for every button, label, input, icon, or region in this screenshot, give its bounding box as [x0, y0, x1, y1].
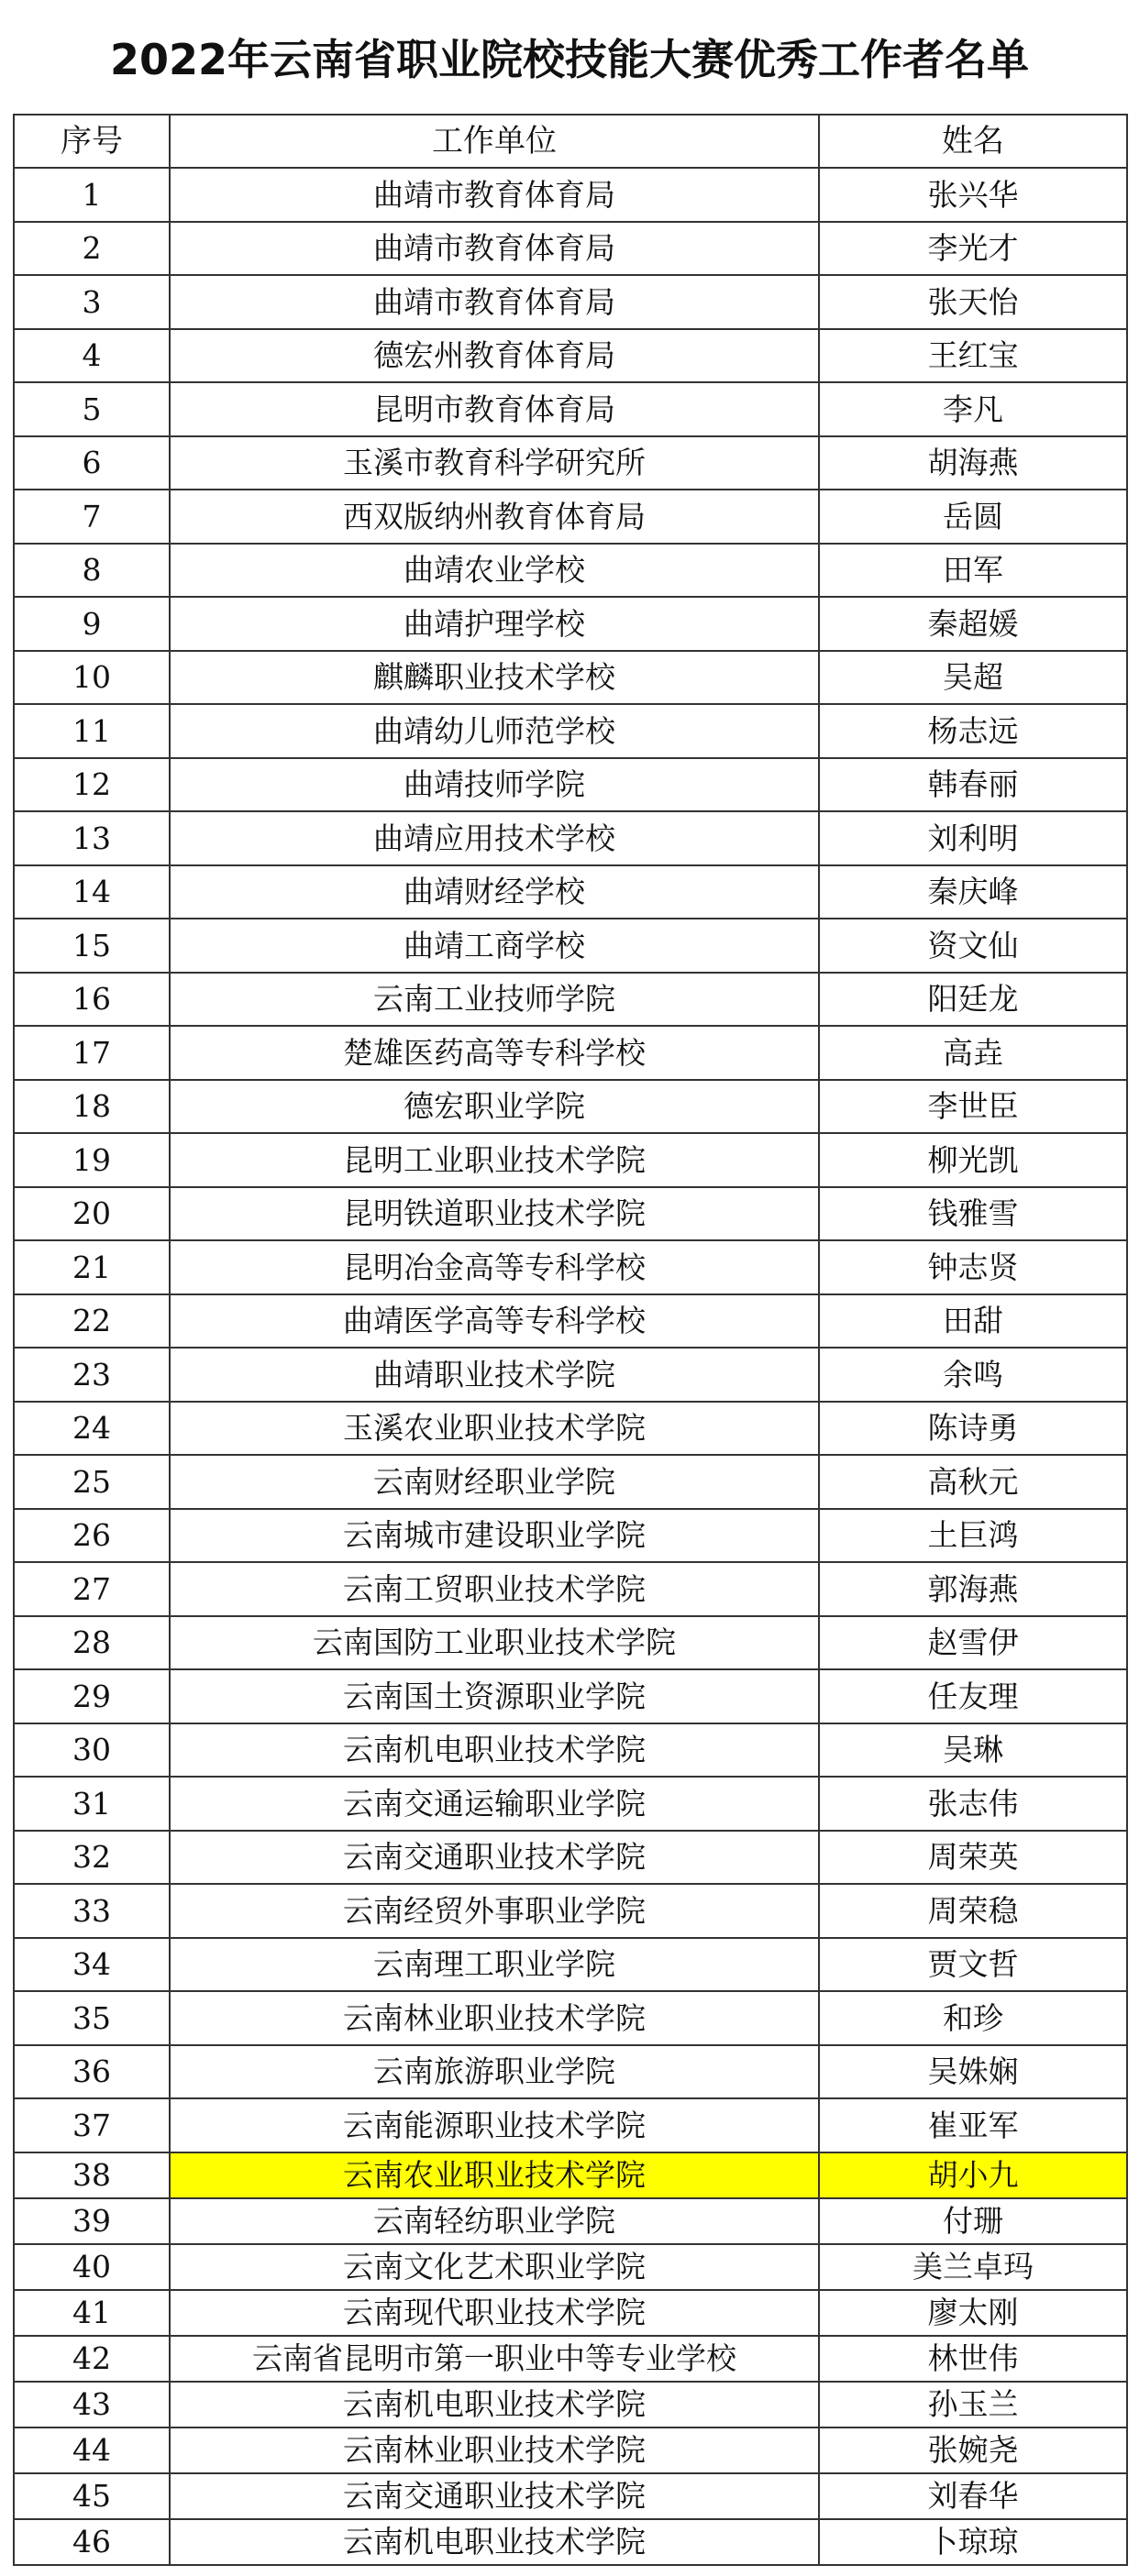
person-name-cell: 崔亚军 — [819, 2098, 1127, 2152]
work-unit-cell: 云南林业职业技术学院 — [170, 1991, 819, 2045]
work-unit-cell: 云南交通职业技术学院 — [170, 1831, 819, 1885]
work-unit-cell: 曲靖农业学校 — [170, 544, 819, 598]
work-unit-cell: 曲靖市教育体育局 — [170, 222, 819, 276]
person-name-cell: 林世伟 — [819, 2336, 1127, 2382]
table-row — [14, 758, 1127, 812]
person-name-cell: 秦超媛 — [819, 597, 1127, 651]
row-number-cell: 28 — [14, 1616, 170, 1670]
work-unit-cell: 曲靖市教育体育局 — [170, 275, 819, 329]
row-number-cell: 14 — [14, 865, 170, 919]
work-unit-cell: 云南农业职业技术学院 — [170, 2152, 819, 2198]
table-row — [14, 2198, 1127, 2244]
person-name-cell: 郭海燕 — [819, 1562, 1127, 1616]
table-row — [14, 275, 1127, 329]
table-row — [14, 2152, 1127, 2198]
document-title: 2022年云南省职业院校技能大赛优秀工作者名单 — [109, 35, 1030, 84]
table-row — [14, 222, 1127, 276]
row-number-cell: 21 — [14, 1240, 170, 1294]
person-name-cell: 和珍 — [819, 1991, 1127, 2045]
work-unit-cell: 西双版纳州教育体育局 — [170, 490, 819, 544]
row-number-cell: 18 — [14, 1080, 170, 1134]
person-name-cell: 韩春丽 — [819, 758, 1127, 812]
work-unit-cell: 昆明工业职业技术学院 — [170, 1133, 819, 1187]
person-name-cell: 付珊 — [819, 2198, 1127, 2244]
table-row — [14, 651, 1127, 705]
table-row — [14, 1616, 1127, 1670]
work-unit-cell: 麒麟职业技术学校 — [170, 651, 819, 705]
table-row — [14, 1080, 1127, 1134]
table-row — [14, 2290, 1127, 2336]
table-row — [14, 382, 1127, 436]
row-number-cell: 4 — [14, 329, 170, 383]
person-name-cell: 孙玉兰 — [819, 2382, 1127, 2427]
work-unit-cell: 曲靖护理学校 — [170, 597, 819, 651]
person-name-cell: 赵雪伊 — [819, 1616, 1127, 1670]
table-row — [14, 329, 1127, 383]
work-unit-cell: 昆明市教育体育局 — [170, 382, 819, 436]
work-unit-cell: 曲靖财经学校 — [170, 865, 819, 919]
person-name-cell: 张天怡 — [819, 275, 1127, 329]
row-number-cell: 30 — [14, 1723, 170, 1778]
table-row — [14, 1294, 1127, 1349]
person-name-cell: 资文仙 — [819, 919, 1127, 973]
work-unit-cell: 云南能源职业技术学院 — [170, 2098, 819, 2152]
row-number-cell: 20 — [14, 1187, 170, 1241]
person-name-cell: 刘春华 — [819, 2473, 1127, 2519]
person-name-cell: 李凡 — [819, 382, 1127, 436]
work-unit-cell: 玉溪农业职业技术学院 — [170, 1402, 819, 1456]
row-number-cell: 23 — [14, 1348, 170, 1402]
person-name-cell: 钱雅雪 — [819, 1187, 1127, 1241]
work-unit-cell: 云南经贸外事职业学院 — [170, 1884, 819, 1938]
person-name-cell: 吴琳 — [819, 1723, 1127, 1778]
person-name-cell: 余鸣 — [819, 1348, 1127, 1402]
person-name-cell: 周荣英 — [819, 1831, 1127, 1885]
work-unit-cell: 云南现代职业技术学院 — [170, 2290, 819, 2336]
row-number-cell: 31 — [14, 1777, 170, 1831]
person-name-cell: 李世臣 — [819, 1080, 1127, 1134]
row-number-cell: 46 — [14, 2519, 170, 2565]
work-unit-cell: 云南林业职业技术学院 — [170, 2427, 819, 2473]
table-row — [14, 2427, 1127, 2473]
table-row — [14, 1777, 1127, 1831]
person-name-cell: 张兴华 — [819, 168, 1127, 222]
work-unit-cell: 曲靖医学高等专科学校 — [170, 1294, 819, 1349]
work-unit-cell: 玉溪市教育科学研究所 — [170, 436, 819, 490]
work-unit-cell: 云南机电职业技术学院 — [170, 1723, 819, 1778]
header-no: 序号 — [14, 115, 170, 168]
table-row — [14, 1884, 1127, 1938]
work-unit-cell: 云南工贸职业技术学院 — [170, 1562, 819, 1616]
work-unit-cell: 云南交通运输职业学院 — [170, 1777, 819, 1831]
row-number-cell: 42 — [14, 2336, 170, 2382]
table-row — [14, 1723, 1127, 1778]
table-row — [14, 704, 1127, 758]
work-unit-cell: 曲靖技师学院 — [170, 758, 819, 812]
person-name-cell: 胡小九 — [819, 2152, 1127, 2198]
row-number-cell: 33 — [14, 1884, 170, 1938]
work-unit-cell: 曲靖应用技术学校 — [170, 811, 819, 865]
table-row — [14, 2382, 1127, 2427]
table-row — [14, 1133, 1127, 1187]
work-unit-cell: 德宏职业学院 — [170, 1080, 819, 1134]
row-number-cell: 12 — [14, 758, 170, 812]
person-name-cell: 卜琼琼 — [819, 2519, 1127, 2565]
person-name-cell: 廖太刚 — [819, 2290, 1127, 2336]
work-unit-cell: 云南城市建设职业学院 — [170, 1509, 819, 1563]
row-number-cell: 16 — [14, 973, 170, 1027]
row-number-cell: 41 — [14, 2290, 170, 2336]
person-name-cell: 张婉尧 — [819, 2427, 1127, 2473]
table-row — [14, 490, 1127, 544]
table-row — [14, 1831, 1127, 1885]
table-row — [14, 1402, 1127, 1456]
table-row — [14, 2045, 1127, 2099]
table-row — [14, 1509, 1127, 1563]
person-name-cell: 陈诗勇 — [819, 1402, 1127, 1456]
row-number-cell: 13 — [14, 811, 170, 865]
table-row — [14, 1455, 1127, 1509]
row-number-cell: 10 — [14, 651, 170, 705]
work-unit-cell: 云南文化艺术职业学院 — [170, 2244, 819, 2290]
person-name-cell: 土巨鸿 — [819, 1509, 1127, 1563]
work-unit-cell: 云南旅游职业学院 — [170, 2045, 819, 2099]
table-row — [14, 1240, 1127, 1294]
work-unit-cell: 德宏州教育体育局 — [170, 329, 819, 383]
table-row — [14, 2336, 1127, 2382]
work-unit-cell: 云南国防工业职业技术学院 — [170, 1616, 819, 1670]
table-row — [14, 168, 1127, 222]
work-unit-cell: 楚雄医药高等专科学校 — [170, 1026, 819, 1080]
work-unit-cell: 云南工业技师学院 — [170, 973, 819, 1027]
person-name-cell: 张志伟 — [819, 1777, 1127, 1831]
person-name-cell: 吴姝娴 — [819, 2045, 1127, 2099]
header-unit: 工作单位 — [170, 115, 819, 168]
person-name-cell: 岳圆 — [819, 490, 1127, 544]
table-row — [14, 811, 1127, 865]
row-number-cell: 24 — [14, 1402, 170, 1456]
table-row — [14, 1026, 1127, 1080]
person-name-cell: 田甜 — [819, 1294, 1127, 1349]
row-number-cell: 32 — [14, 1831, 170, 1885]
table-row — [14, 865, 1127, 919]
work-unit-cell: 曲靖市教育体育局 — [170, 168, 819, 222]
row-number-cell: 5 — [14, 382, 170, 436]
person-name-cell: 杨志远 — [819, 704, 1127, 758]
row-number-cell: 35 — [14, 1991, 170, 2045]
work-unit-cell: 曲靖工商学校 — [170, 919, 819, 973]
person-name-cell: 贾文哲 — [819, 1938, 1127, 1992]
person-name-cell: 柳光凯 — [819, 1133, 1127, 1187]
person-name-cell: 美兰卓玛 — [819, 2244, 1127, 2290]
person-name-cell: 王红宝 — [819, 329, 1127, 383]
work-unit-cell: 曲靖职业技术学院 — [170, 1348, 819, 1402]
row-number-cell: 29 — [14, 1669, 170, 1723]
table-row — [14, 1938, 1127, 1992]
work-unit-cell: 云南省昆明市第一职业中等专业学校 — [170, 2336, 819, 2382]
table-body — [14, 168, 1127, 2565]
row-number-cell: 15 — [14, 919, 170, 973]
person-name-cell: 秦庆峰 — [819, 865, 1127, 919]
row-number-cell: 44 — [14, 2427, 170, 2473]
table-row — [14, 544, 1127, 598]
person-name-cell: 高秋元 — [819, 1455, 1127, 1509]
person-name-cell: 高垚 — [819, 1026, 1127, 1080]
row-number-cell: 11 — [14, 704, 170, 758]
row-number-cell: 17 — [14, 1026, 170, 1080]
row-number-cell: 40 — [14, 2244, 170, 2290]
person-name-cell: 钟志贤 — [819, 1240, 1127, 1294]
table-row — [14, 436, 1127, 490]
row-number-cell: 1 — [14, 168, 170, 222]
person-name-cell: 胡海燕 — [819, 436, 1127, 490]
table-row — [14, 2519, 1127, 2565]
row-number-cell: 36 — [14, 2045, 170, 2099]
table-row — [14, 1348, 1127, 1402]
row-number-cell: 45 — [14, 2473, 170, 2519]
row-number-cell: 2 — [14, 222, 170, 276]
person-name-cell: 吴超 — [819, 651, 1127, 705]
person-name-cell: 李光才 — [819, 222, 1127, 276]
work-unit-cell: 云南交通职业技术学院 — [170, 2473, 819, 2519]
table-row — [14, 973, 1127, 1027]
work-unit-cell: 昆明冶金高等专科学校 — [170, 1240, 819, 1294]
row-number-cell: 25 — [14, 1455, 170, 1509]
work-unit-cell: 云南理工职业学院 — [170, 1938, 819, 1992]
table-row — [14, 919, 1127, 973]
row-number-cell: 19 — [14, 1133, 170, 1187]
row-number-cell: 39 — [14, 2198, 170, 2244]
work-unit-cell: 云南财经职业学院 — [170, 1455, 819, 1509]
person-name-cell: 周荣稳 — [819, 1884, 1127, 1938]
work-unit-cell: 云南机电职业技术学院 — [170, 2519, 819, 2565]
table-row — [14, 1562, 1127, 1616]
table-row — [14, 2473, 1127, 2519]
row-number-cell: 34 — [14, 1938, 170, 1992]
table-header-row — [14, 115, 1127, 168]
table-row — [14, 1991, 1127, 2045]
work-unit-cell: 云南轻纺职业学院 — [170, 2198, 819, 2244]
work-unit-cell: 昆明铁道职业技术学院 — [170, 1187, 819, 1241]
work-unit-cell: 云南国土资源职业学院 — [170, 1669, 819, 1723]
work-unit-cell: 曲靖幼儿师范学校 — [170, 704, 819, 758]
person-name-cell: 田军 — [819, 544, 1127, 598]
header-name: 姓名 — [819, 115, 1127, 168]
row-number-cell: 27 — [14, 1562, 170, 1616]
table-row — [14, 2098, 1127, 2152]
row-number-cell: 3 — [14, 275, 170, 329]
row-number-cell: 26 — [14, 1509, 170, 1563]
person-name-cell: 刘利明 — [819, 811, 1127, 865]
row-number-cell: 6 — [14, 436, 170, 490]
person-name-cell: 任友理 — [819, 1669, 1127, 1723]
person-name-cell: 阳廷龙 — [819, 973, 1127, 1027]
row-number-cell: 8 — [14, 544, 170, 598]
row-number-cell: 38 — [14, 2152, 170, 2198]
table-row — [14, 597, 1127, 651]
row-number-cell: 9 — [14, 597, 170, 651]
table-row — [14, 2244, 1127, 2290]
table-row — [14, 1669, 1127, 1723]
work-unit-cell: 云南机电职业技术学院 — [170, 2382, 819, 2427]
row-number-cell: 43 — [14, 2382, 170, 2427]
winners-table — [13, 114, 1128, 2566]
row-number-cell: 7 — [14, 490, 170, 544]
row-number-cell: 37 — [14, 2098, 170, 2152]
row-number-cell: 22 — [14, 1294, 170, 1349]
table-row — [14, 1187, 1127, 1241]
